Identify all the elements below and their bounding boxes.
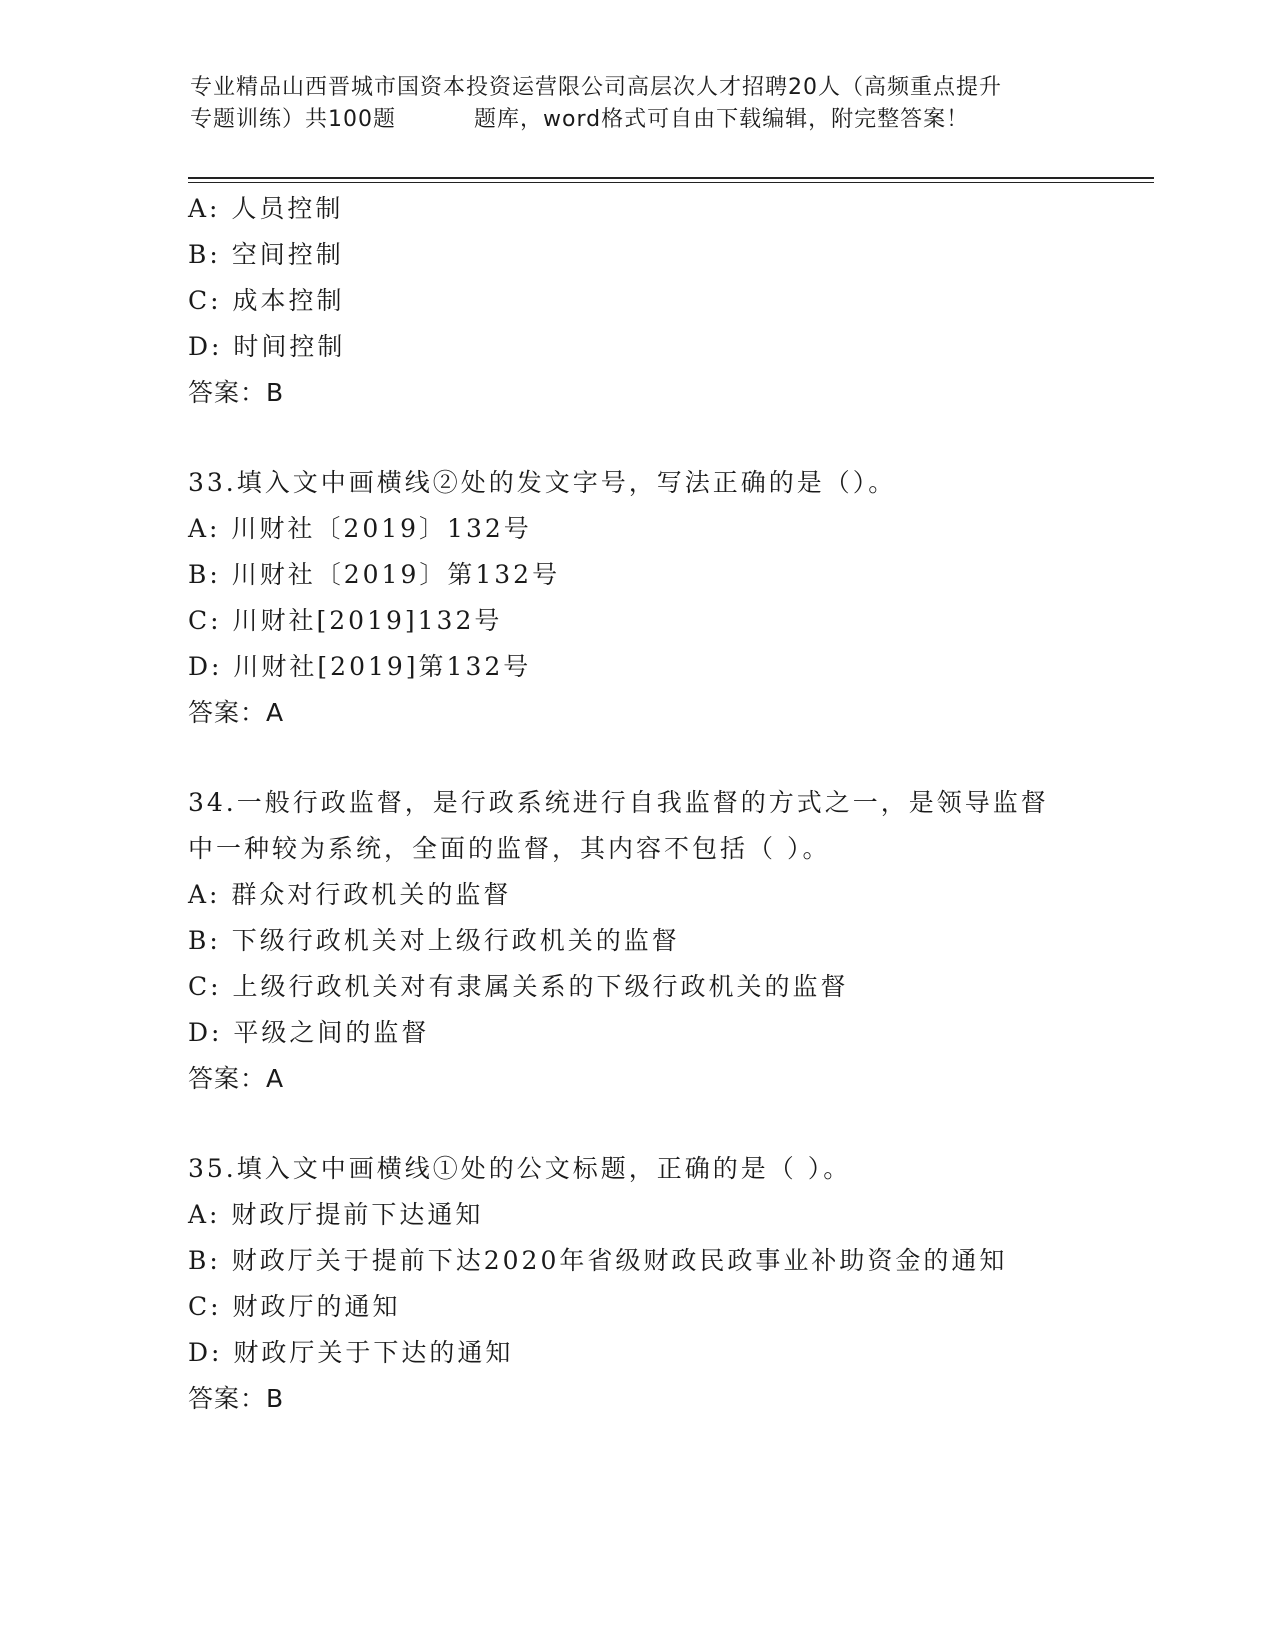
option-c: C: 川财社[2019]132号: [188, 606, 503, 635]
option-d: D: 川财社[2019]第132号: [188, 652, 532, 681]
option-a: A: 群众对行政机关的监督: [188, 880, 512, 909]
question-stem: 33.填入文中画横线②处的发文字号，写法正确的是（）。: [188, 468, 897, 497]
option-c: C: 上级行政机关对有隶属关系的下级行政机关的监督: [188, 972, 849, 1001]
header-line-1: 专业精品山西晋城市国资本投资运营限公司高层次人才招聘20人（高频重点提升: [190, 75, 1002, 100]
option-b: B: 川财社〔2019〕第132号: [188, 560, 561, 589]
answer: 答案：A: [188, 1064, 285, 1093]
document-header: [190, 72, 1090, 136]
answer: 答案：B: [188, 1384, 285, 1413]
question-35: [188, 1146, 1088, 1422]
option-b: B: 空间控制: [188, 240, 344, 269]
option-a: A: 财政厅提前下达通知: [188, 1200, 484, 1229]
answer: 答案：A: [188, 698, 285, 727]
option-a: A: 人员控制: [188, 194, 344, 223]
question-list: [188, 186, 1088, 1422]
option-d: D: 财政厅关于下达的通知: [188, 1338, 514, 1367]
header-line-2-right: 题库，word格式可自由下载编辑，附完整答案！: [474, 107, 970, 132]
question-stem: 35.填入文中画横线①处的公文标题，正确的是（ ）。: [188, 1154, 852, 1183]
option-c: C: 成本控制: [188, 286, 345, 315]
question-stem-line-1: 34.一般行政监督，是行政系统进行自我监督的方式之一，是领导监督: [188, 788, 1049, 817]
question-32: [188, 186, 1088, 416]
option-b: B: 下级行政机关对上级行政机关的监督: [188, 926, 680, 955]
option-d: D: 平级之间的监督: [188, 1018, 430, 1047]
option-d: D: 时间控制: [188, 332, 346, 361]
header-rule-thin: [188, 182, 1154, 183]
answer: 答案：B: [188, 378, 285, 407]
option-b: B: 财政厅关于提前下达2020年省级财政民政事业补助资金的通知: [188, 1246, 1008, 1275]
question-34: [188, 780, 1088, 1102]
header-line-2: [190, 104, 1090, 136]
question-33: [188, 460, 1088, 736]
option-c: C: 财政厅的通知: [188, 1292, 401, 1321]
question-stem-line-2: 中一种较为系统，全面的监督，其内容不包括（ ）。: [188, 834, 831, 863]
header-line-2-left: 专题训练）共100题: [190, 107, 396, 132]
option-a: A: 川财社〔2019〕132号: [188, 514, 532, 543]
header-rule-thick: [188, 177, 1154, 179]
